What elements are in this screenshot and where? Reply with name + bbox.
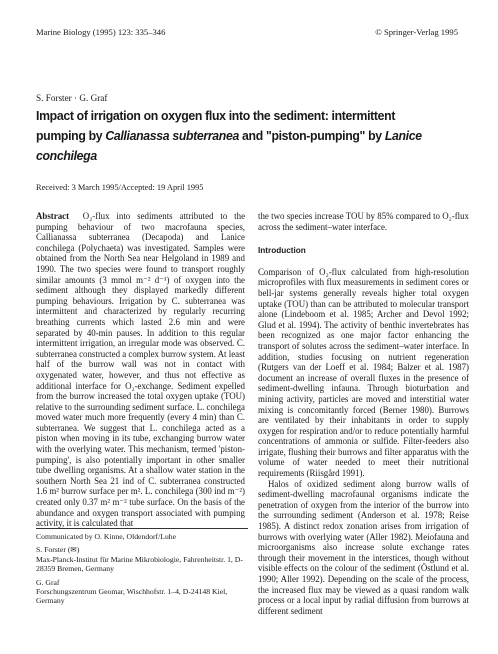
abstract-continued: the two species increase TOU by 85% compared to O₂-flux across the sediment–water interface. [258,211,469,232]
introduction-heading: Introduction [258,246,306,256]
introduction-paragraph-1: Comparison of O₂-flux calculated from high-resolution microprofiles with flux measurements in sediment cores or bell-jar systems generally reveals higher total oxygen uptake (TOU) than can be attributed to molecular transport alone (Lindeboom et al. 1985; Archer and Devol 1992; Glud et al. 1994). The activity of benthic invertebrates has been recognized as one major factor enhancing the transport of solutes across the sediment–water interface. In addition, studies focusing on nutrient regeneration (Rutgers van der Loeff et al. 1984; Balzer et al. 1987) document an increase of overall fluxes in the presence of sediment-dwelling infauna. Through bioturbation and mining activity, particles are moved and interstitial water mixing is concomitantly forced (Berner 1980). Burrows are ventilated by their inhabitants in order to supply oxygen for respiration and/or to reduce potentially harmful concentrations of ammonia or sulfide. Filter-feeders also irrigate, flushing their burrows and filter apparatus with the volume of water needed to meet their nutritional requirements (Riisgård 1991). [258,266,469,479]
abstract [36,211,245,529]
author1-name: S. Forster (✉) [36,545,80,555]
author-line: S. Forster · G. Graf [36,93,108,103]
title-species-2: Lanice conchilega [36,128,422,163]
left-column [36,211,245,529]
abstract-text: O₂-flux into sediments attributed to the pumping behaviour of two macrofauna species, Callianassa subterranea (Decapoda) and Lanice conchilega (Polychaeta) was investigated. Samples were obtained from the North Sea near Helgoland in 1989 and 1990. The two species were found to transport roughly similar amounts (3 mmol m⁻² d⁻¹) of oxygen into the sediment although they displayed markedly different pumping behaviours. Irrigation by C. subterranea was intermittent and characterized by regularly recurring breathing currents which lasted 2.6 min and were separated by 40-min pauses. In addition to this regular intermittent irrigation, an irregular mode was observed. C. subterranea constructed a complex burrow system. At least half of the burrow wall was not in contact with oxygenated water, however, and thus not effective as additional interface for O₂-exchange. Sediment expelled from the burrow increased the total oxygen uptake (TOU) relative to the surrounding sediment surface. L. conchilega moved water much more frequently (every 4 min) than C. subterranea. We suggest that L. conchilega acted as a piston when moving in its tube, exchanging burrow water with the overlying water. This mechanism, termed 'piston-pumping', is also potentially important in other smaller tube dwelling organisms. At a shallow water station in the southern North Sea 21 ind of C. subterranea constructed 1.6 m² burrow surface per m². L. conchilega (300 ind m⁻²) created only 0.37 m² m⁻² tube surface. On the basis of the abundance and oxygen transport associated with pumping activity, it is calculated that [36,211,246,529]
footnote-rule [36,528,248,529]
author2-name: G. Graf [36,577,60,587]
title-part-1: Impact of irrigation on oxygen flux into the sediment: intermittent pumping by [36,108,396,143]
article-title [36,106,436,166]
received-dates: Received: 3 March 1995/Accepted: 19 April 1995 [36,183,204,192]
copyright-notice: © Springer-Verlag 1995 [375,27,458,37]
footnote [36,528,248,606]
title-species-1: Callianassa subterranea [105,128,239,143]
title-part-2: and "piston-pumping" by [238,128,385,143]
author1-affiliation: Max-Planck-Institut für Marine Mikrobiologie, Fahrenheitstr. 1, D-28359 Bremen, Germany [36,554,243,574]
author2-affiliation: Forschungszentrum Geomar, Wischhofstr. 1–4, D-24148 Kiel, Germany [36,587,228,606]
journal-citation: Marine Biology (1995) 123: 335–346 [36,27,166,37]
right-column [258,211,469,616]
abstract-label: Abstract [36,211,70,221]
communicated-by: Communicated by O. Kinne, Oldendorf/Luhe [36,532,177,541]
introduction-paragraph-2: Halos of oxidized sediment along burrow walls of sediment-dwelling macrofaunal organisms indicate the penetration of oxygen from the interior of the burrow into the surrounding sediment (Anderson et al. 1978; Reise 1985). A distinct redox zonation arises from irrigation of burrows with overlying water (Aller 1982). Meiofauna and microorganisms also increase solute exchange rates through their movement in the interstices, though without visible effects on the colour of the sediment (Östlund et al. 1990; Aller 1992). Depending on the scale of the process, the increased flux may be viewed as a quasi random walk process or a local input by radial diffusion from burrows at different sediment [258,478,469,616]
